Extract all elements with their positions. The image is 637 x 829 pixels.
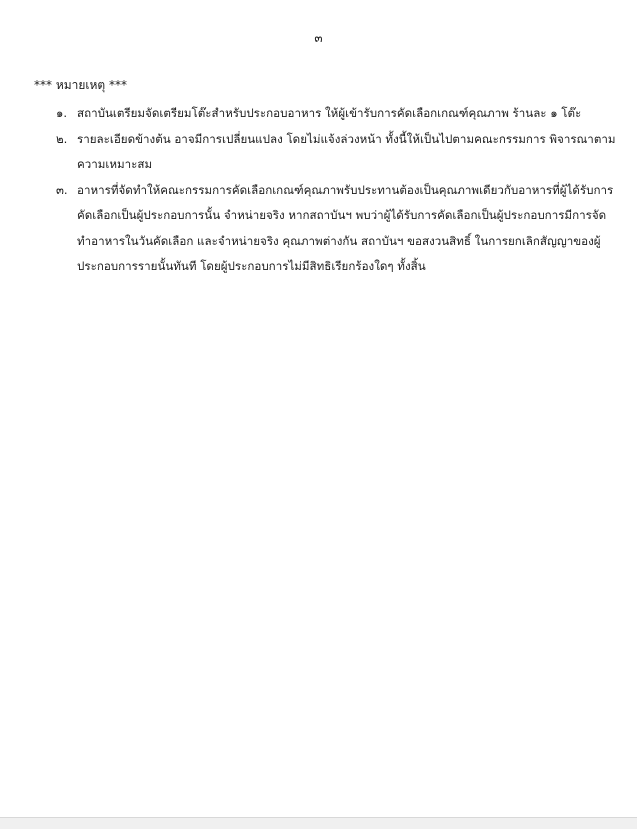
page-number: ๓ <box>314 31 323 45</box>
note-text: รายละเอียดข้างต้น อาจมีการเปลี่ยนแปลง โดยไม่แจ้งล่วงหน้า ทั้งนี้ให้เป็นไปตามคณะกรรมการ พิจารณาตามความเหมาะสม <box>77 131 616 171</box>
note-text: อาหารที่จัดทำให้คณะกรรมการคัดเลือกเกณฑ์คุณภาพรับประทานต้องเป็นคุณภาพเดียวกับอาหารที่ผู้ได้รับการคัดเลือกเป็นผู้ประกอบการนั้น จำหน่ายจริง หากสถาบันฯ พบว่าผู้ได้รับการคัดเลือกเป็นผู้ประกอบการมีการจัดทำอาหารในวันคัดเลือก และจำหน่ายจริง คุณภาพต่างกัน สถาบันฯ ขอสงวนสิทธิ์ ในการยกเลิกสัญญาของผู้ประกอบการรายนั้นทันที โดยผู้ประกอบการไม่มีสิทธิเรียกร้องใดๆ ทั้งสิ้น <box>77 182 614 273</box>
note-item-2 <box>56 127 616 178</box>
note-number: ๑. <box>56 106 68 120</box>
viewer-bottom-bar <box>0 817 637 829</box>
notes-list <box>56 101 616 280</box>
note-item-1 <box>56 101 616 127</box>
note-text: สถาบันเตรียมจัดเตรียมโต๊ะสำหรับประกอบอาหาร ให้ผู้เข้ารับการคัดเลือกเกณฑ์คุณภาพ ร้านละ ๑ โต๊ะ <box>77 106 582 120</box>
note-number: ๓. <box>56 182 68 197</box>
note-item-3 <box>56 178 616 280</box>
note-number: ๒. <box>56 131 68 146</box>
notes-heading: *** หมายเหตุ *** <box>34 78 128 92</box>
